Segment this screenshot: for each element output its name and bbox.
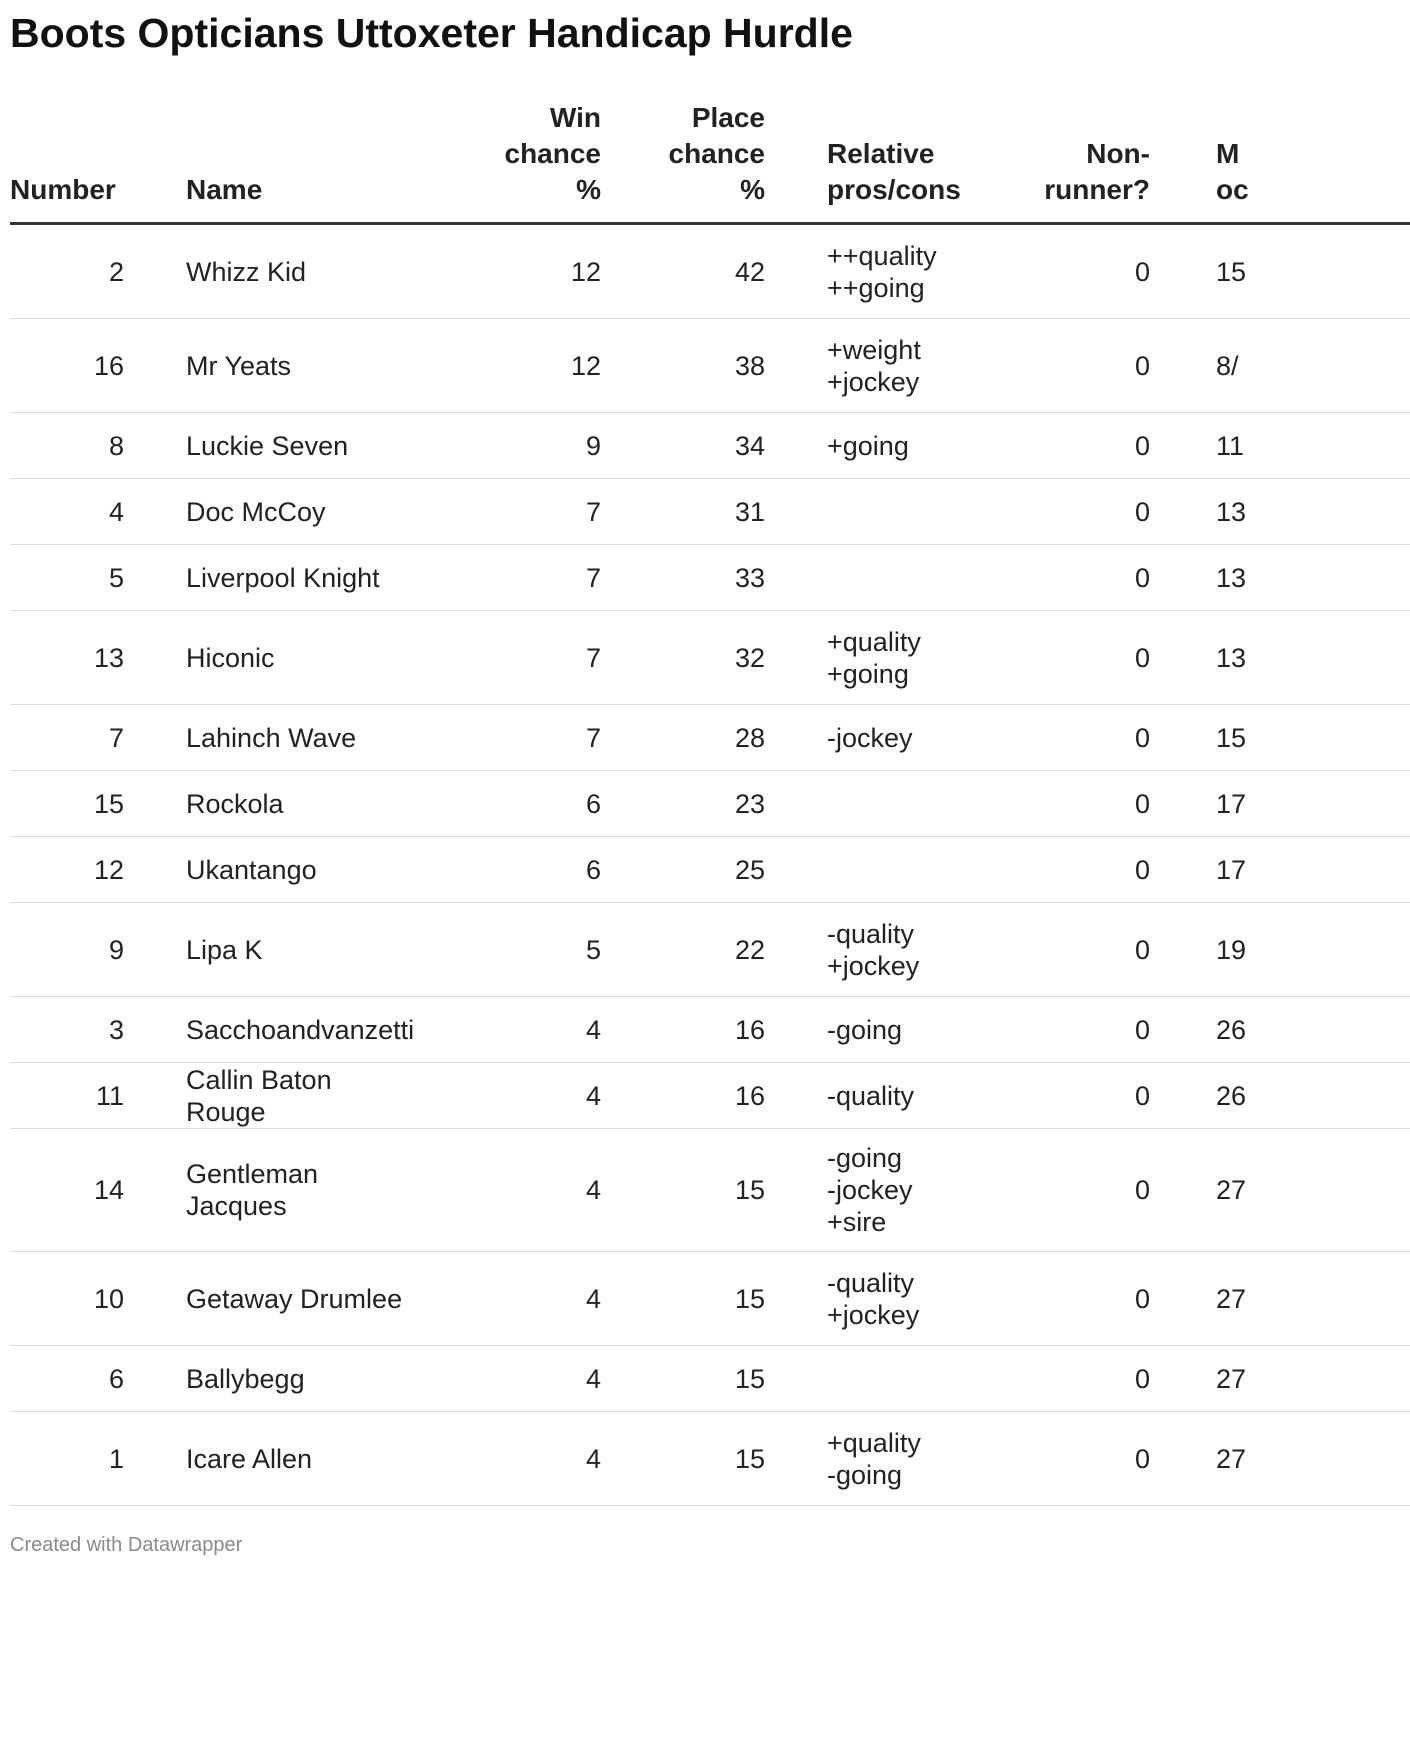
pros-cons-item: -going xyxy=(827,1459,903,1490)
header-non-runner[interactable] xyxy=(957,100,1150,224)
cell-number: 9 xyxy=(10,903,124,997)
cell-non-runner: 0 xyxy=(957,771,1150,837)
pros-cons-item: ++quality xyxy=(827,240,937,271)
pros-cons-item: -going xyxy=(827,1014,903,1045)
cell-odds: 19 xyxy=(1150,903,1410,997)
table-row xyxy=(10,479,1410,545)
cell-name: Callin Baton Rouge xyxy=(124,1063,405,1129)
cell-win-chance: 7 xyxy=(405,545,601,611)
table-row xyxy=(10,224,1410,319)
cell-odds: 13 xyxy=(1150,545,1410,611)
header-name[interactable] xyxy=(124,100,405,224)
cell-place-chance: 25 xyxy=(601,837,765,903)
header-nr-line: runner? xyxy=(1044,174,1150,205)
cell-name: Rockola xyxy=(124,771,405,837)
cell-place-chance: 15 xyxy=(601,1412,765,1506)
pros-cons-item: -going xyxy=(827,1143,903,1173)
cell-win-chance: 6 xyxy=(405,837,601,903)
cell-place-chance: 31 xyxy=(601,479,765,545)
table-row xyxy=(10,1063,1410,1129)
cell-number: 15 xyxy=(10,771,124,837)
cell-name: Getaway Drumlee xyxy=(124,1252,405,1346)
pros-cons-item: -jockey xyxy=(827,722,913,753)
cell-win-chance: 12 xyxy=(405,224,601,319)
cell-win-chance: 4 xyxy=(405,1412,601,1506)
cell-win-chance: 4 xyxy=(405,1063,601,1129)
cell-win-chance: 7 xyxy=(405,705,601,771)
cell-number: 1 xyxy=(10,1412,124,1506)
table-title: Boots Opticians Uttoxeter Handicap Hurdle xyxy=(10,10,853,56)
header-place-line: Place xyxy=(691,102,765,133)
cell-place-chance: 15 xyxy=(601,1129,765,1252)
header-pros-cons[interactable] xyxy=(765,100,961,224)
cell-win-chance: 4 xyxy=(405,1129,601,1252)
header-win-line: Win xyxy=(549,102,601,133)
cell-odds: 13 xyxy=(1150,479,1410,545)
cell-pros-cons xyxy=(765,1346,957,1412)
cell-odds: 27 xyxy=(1150,1252,1410,1346)
pros-cons-item: -jockey xyxy=(827,1175,913,1205)
cell-number: 11 xyxy=(10,1063,124,1129)
cell-pros-cons xyxy=(765,1412,957,1506)
cell-name: Lahinch Wave xyxy=(124,705,405,771)
table-row xyxy=(10,319,1410,413)
cell-non-runner: 0 xyxy=(957,1063,1150,1129)
cell-win-chance: 7 xyxy=(405,479,601,545)
cell-number: 13 xyxy=(10,611,124,705)
table-row xyxy=(10,1129,1410,1252)
data-table xyxy=(10,100,1410,1506)
cell-name: Liverpool Knight xyxy=(124,545,405,611)
cell-name: Icare Allen xyxy=(124,1412,405,1506)
cell-non-runner: 0 xyxy=(957,1129,1150,1252)
cell-number: 7 xyxy=(10,705,124,771)
cell-number: 2 xyxy=(10,224,124,319)
cell-non-runner: 0 xyxy=(957,1346,1150,1412)
pros-cons-item: ++going xyxy=(827,272,925,303)
footer-credit: Created with Datawrapper xyxy=(10,1534,243,1556)
cell-odds: 11 xyxy=(1150,413,1410,479)
table-row xyxy=(10,1252,1410,1346)
cell-non-runner: 0 xyxy=(957,479,1150,545)
cell-win-chance: 4 xyxy=(405,997,601,1063)
table-row xyxy=(10,1346,1410,1412)
cell-odds: 27 xyxy=(1150,1412,1410,1506)
cell-pros-cons xyxy=(765,1063,957,1129)
cell-win-chance: 7 xyxy=(405,611,601,705)
cell-name: Hiconic xyxy=(124,611,405,705)
cell-pros-cons xyxy=(765,771,957,837)
cell-pros-cons xyxy=(765,837,957,903)
cell-odds: 27 xyxy=(1150,1129,1410,1252)
pros-cons-item: -quality xyxy=(827,918,915,949)
cell-place-chance: 34 xyxy=(601,413,765,479)
cell-odds: 8/ xyxy=(1150,319,1410,413)
cell-pros-cons xyxy=(765,705,957,771)
cell-pros-cons xyxy=(765,1252,957,1346)
cell-odds: 17 xyxy=(1150,837,1410,903)
cell-pros-cons xyxy=(765,319,957,413)
cell-pros-cons xyxy=(765,224,957,319)
cell-non-runner: 0 xyxy=(957,1412,1150,1506)
cell-non-runner: 0 xyxy=(957,997,1150,1063)
cell-non-runner: 0 xyxy=(957,837,1150,903)
cell-name: Gentleman Jacques xyxy=(124,1129,405,1252)
header-win-chance[interactable] xyxy=(405,100,601,224)
cell-name: Lipa K xyxy=(124,903,405,997)
cell-odds: 26 xyxy=(1150,1063,1410,1129)
header-place-line: % xyxy=(740,174,765,205)
table-row xyxy=(10,1412,1410,1506)
cell-place-chance: 16 xyxy=(601,997,765,1063)
pros-cons-item: -quality xyxy=(827,1267,915,1298)
table-row xyxy=(10,611,1410,705)
cell-non-runner: 0 xyxy=(957,545,1150,611)
cell-name: Sacchoandvanzetti xyxy=(124,997,405,1063)
cell-odds: 15 xyxy=(1150,705,1410,771)
cell-non-runner: 0 xyxy=(957,1252,1150,1346)
cell-place-chance: 42 xyxy=(601,224,765,319)
pros-cons-item: -quality xyxy=(827,1080,915,1111)
cell-place-chance: 38 xyxy=(601,319,765,413)
cell-number: 8 xyxy=(10,413,124,479)
cell-name: Ukantango xyxy=(124,837,405,903)
header-number-label: Number xyxy=(10,174,116,205)
pros-cons-item: +going xyxy=(827,430,909,461)
header-win-line: chance xyxy=(504,138,601,169)
table-row xyxy=(10,903,1410,997)
cell-pros-cons xyxy=(765,903,957,997)
header-row xyxy=(10,100,1410,224)
cell-non-runner: 0 xyxy=(957,611,1150,705)
table-row xyxy=(10,771,1410,837)
cell-odds: 26 xyxy=(1150,997,1410,1063)
pros-cons-item: +quality xyxy=(827,1427,921,1458)
cell-odds: 17 xyxy=(1150,771,1410,837)
cell-win-chance: 9 xyxy=(405,413,601,479)
table-row xyxy=(10,413,1410,479)
table-row xyxy=(10,837,1410,903)
cell-pros-cons xyxy=(765,413,957,479)
cell-pros-cons xyxy=(765,611,957,705)
table-row xyxy=(10,997,1410,1063)
cell-place-chance: 15 xyxy=(601,1346,765,1412)
cell-place-chance: 33 xyxy=(601,545,765,611)
cell-odds: 13 xyxy=(1150,611,1410,705)
cell-place-chance: 23 xyxy=(601,771,765,837)
cell-place-chance: 22 xyxy=(601,903,765,997)
cell-number: 3 xyxy=(10,997,124,1063)
cell-number: 4 xyxy=(10,479,124,545)
header-nr-line: Non- xyxy=(1086,138,1150,169)
cell-pros-cons xyxy=(765,479,957,545)
cell-non-runner: 0 xyxy=(957,319,1150,413)
cell-name: Ballybegg xyxy=(124,1346,405,1412)
cell-place-chance: 16 xyxy=(601,1063,765,1129)
pros-cons-item: +sire xyxy=(827,1207,887,1237)
pros-cons-item: +jockey xyxy=(827,950,920,981)
header-pros-line: pros/cons xyxy=(827,174,961,205)
cell-win-chance: 12 xyxy=(405,319,601,413)
header-odds[interactable] xyxy=(1150,100,1410,224)
header-name-label: Name xyxy=(186,174,263,205)
cell-number: 16 xyxy=(10,319,124,413)
cell-name: Whizz Kid xyxy=(124,224,405,319)
cell-win-chance: 4 xyxy=(405,1346,601,1412)
cell-place-chance: 32 xyxy=(601,611,765,705)
cell-place-chance: 15 xyxy=(601,1252,765,1346)
header-odds-line: M xyxy=(1216,138,1240,169)
data-table-container[interactable] xyxy=(10,100,1249,1700)
cell-win-chance: 4 xyxy=(405,1252,601,1346)
table-row xyxy=(10,545,1410,611)
header-number[interactable] xyxy=(10,100,124,224)
cell-pros-cons xyxy=(765,1129,957,1252)
cell-odds: 27 xyxy=(1150,1346,1410,1412)
cell-win-chance: 6 xyxy=(405,771,601,837)
cell-pros-cons xyxy=(765,545,957,611)
cell-non-runner: 0 xyxy=(957,705,1150,771)
cell-win-chance: 5 xyxy=(405,903,601,997)
cell-odds: 15 xyxy=(1150,224,1410,319)
cell-place-chance: 28 xyxy=(601,705,765,771)
header-win-line: % xyxy=(576,174,601,205)
header-pros-line: Relative xyxy=(827,138,935,169)
cell-name: Doc McCoy xyxy=(124,479,405,545)
cell-number: 10 xyxy=(10,1252,124,1346)
cell-name: Mr Yeats xyxy=(124,319,405,413)
table-body xyxy=(10,224,1410,1506)
header-odds-line: oc xyxy=(1216,174,1249,205)
cell-number: 6 xyxy=(10,1346,124,1412)
pros-cons-item: +jockey xyxy=(827,366,920,397)
table-row xyxy=(10,705,1410,771)
pros-cons-item: +going xyxy=(827,658,909,689)
cell-non-runner: 0 xyxy=(957,903,1150,997)
cell-non-runner: 0 xyxy=(957,413,1150,479)
pros-cons-item: +jockey xyxy=(827,1299,920,1330)
cell-number: 14 xyxy=(10,1129,124,1252)
cell-number: 5 xyxy=(10,545,124,611)
header-place-chance[interactable] xyxy=(601,100,765,224)
cell-pros-cons xyxy=(765,997,957,1063)
pros-cons-item: +quality xyxy=(827,626,921,657)
header-place-line: chance xyxy=(668,138,765,169)
cell-name: Luckie Seven xyxy=(124,413,405,479)
pros-cons-item: +weight xyxy=(827,334,921,365)
cell-non-runner: 0 xyxy=(957,224,1150,319)
cell-number: 12 xyxy=(10,837,124,903)
